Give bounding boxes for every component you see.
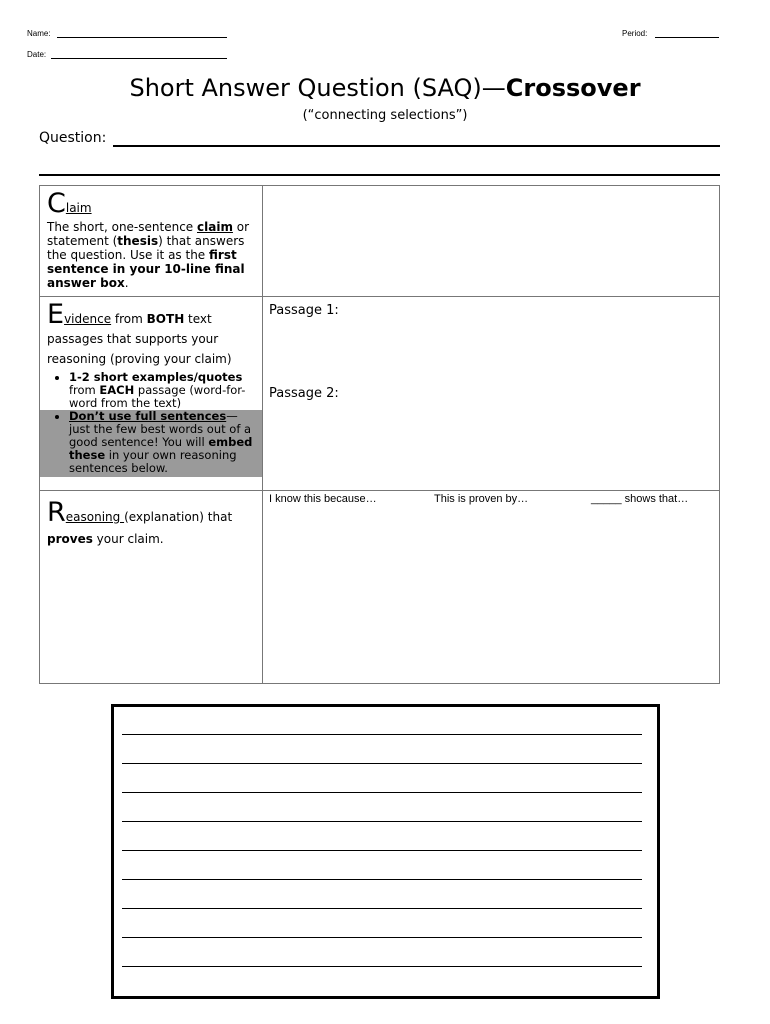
evidence-answer-cell[interactable] (263, 297, 720, 491)
period-line[interactable] (655, 37, 719, 38)
name-line[interactable] (57, 37, 227, 38)
claim-answer-cell[interactable] (263, 186, 720, 297)
stem-2: This is proven by… (434, 493, 529, 505)
evidence-letter: E (47, 299, 65, 330)
evidence-row (40, 297, 720, 491)
reasoning-word: easoning (65, 510, 125, 524)
question-line-1[interactable] (113, 145, 720, 147)
reasoning-row (40, 491, 720, 684)
cer-table (39, 185, 720, 684)
claim-letter: C (47, 188, 66, 219)
reasoning-letter: R (47, 497, 66, 528)
page-title (0, 74, 770, 102)
title-bold: Crossover (505, 74, 641, 102)
date-label: Date: (27, 50, 47, 59)
reasoning-description: Reasoning (explanation) that proves your claim. (40, 491, 263, 684)
evidence-bullet-2: • Don’t use full sentences—just the few best words out of a good sentence! You will embed these in your own reasoning sentences below. (69, 410, 256, 475)
claim-row (40, 186, 720, 297)
answer-line[interactable] (122, 966, 642, 967)
page-subtitle: (“connecting selections”) (302, 108, 468, 123)
stem-3: _____ shows that… (591, 493, 689, 505)
passage-1-label: Passage 1: (269, 303, 339, 318)
evidence-bullet-1: • 1-2 short examples/quotes from EACH passage (word-for-word from the text) (69, 371, 256, 410)
claim-description: Claim The short, one-sentence claim or statement (thesis) that answers the question. Use it as the first sentence in your 10-line final answer box. (40, 186, 263, 297)
answer-line[interactable] (122, 734, 642, 735)
answer-line[interactable] (122, 908, 642, 909)
title-main: Short Answer Question (SAQ)— (129, 74, 506, 102)
final-answer-box[interactable] (111, 704, 660, 999)
period-label: Period: (622, 29, 648, 38)
evidence-description: Evidence from BOTH text passages that supports your reasoning (proving your claim) • 1-2 short examples/quotes from EACH passage (word-for-word from the text) • Don’t use full sentences—just the few best words out of a good sentence! You will embed these in your own reasoning sentences below. (40, 297, 263, 491)
claim-word: laim (65, 201, 92, 215)
evidence-highlight (40, 410, 262, 477)
answer-line[interactable] (122, 792, 642, 793)
answer-line[interactable] (122, 937, 642, 938)
answer-line[interactable] (122, 821, 642, 822)
answer-line[interactable] (122, 850, 642, 851)
answer-line[interactable] (122, 763, 642, 764)
question-line-2[interactable] (39, 174, 720, 176)
question-label: Question: (39, 130, 107, 146)
evidence-bullets (47, 371, 256, 410)
passage-2-label: Passage 2: (269, 386, 339, 401)
name-label: Name: (27, 29, 51, 38)
stem-1: I know this because… (269, 493, 377, 505)
evidence-word: vidence (64, 312, 112, 326)
date-line[interactable] (51, 58, 227, 59)
answer-line[interactable] (122, 879, 642, 880)
reasoning-answer-cell[interactable] (263, 491, 720, 684)
